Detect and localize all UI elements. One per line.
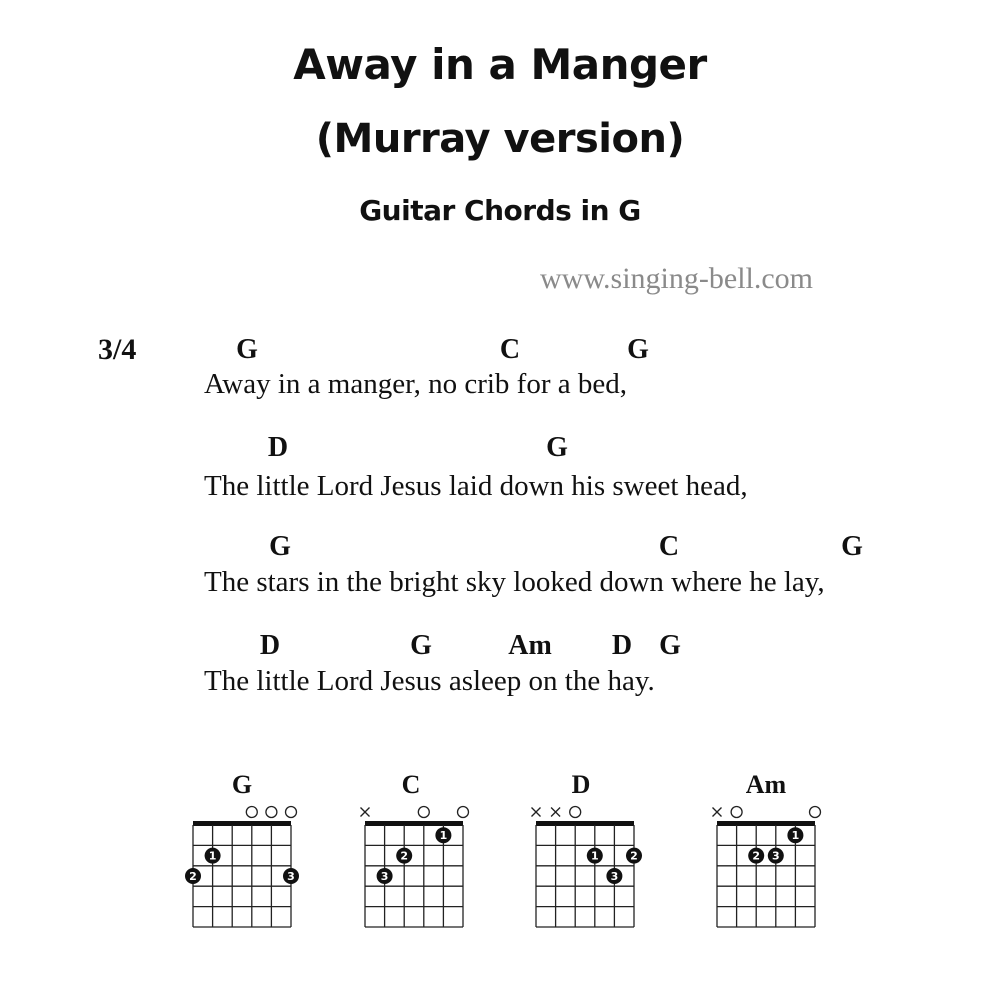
finger-dot <box>205 848 221 864</box>
chord-symbol: G <box>627 334 649 365</box>
finger-dot <box>185 868 201 884</box>
finger-number: 2 <box>400 849 409 863</box>
finger-number: 3 <box>771 849 780 863</box>
chord-diagram-d <box>523 770 673 970</box>
song-version: (Murray version) <box>315 116 685 162</box>
chord-diagram-name: D <box>571 770 591 799</box>
finger-number: 1 <box>590 849 599 863</box>
finger-dot <box>748 848 764 864</box>
open-string-marker <box>458 807 469 818</box>
finger-number: 1 <box>439 829 448 843</box>
fretboard-grid <box>523 770 673 970</box>
finger-dot <box>396 848 412 864</box>
nut <box>193 821 291 826</box>
finger-dot <box>377 868 393 884</box>
open-string-marker <box>810 807 821 818</box>
chord-symbol: G <box>659 630 681 661</box>
finger-number: 2 <box>752 849 761 863</box>
chord-symbol: G <box>546 432 568 463</box>
chord-diagram-name: G <box>231 770 253 799</box>
website-link[interactable]: www.singing-bell.com <box>540 262 814 295</box>
finger-number: 1 <box>208 849 217 863</box>
finger-number: 2 <box>189 870 197 883</box>
nut <box>717 821 815 826</box>
muted-string-marker <box>551 808 560 817</box>
muted-string-marker <box>361 808 370 817</box>
finger-number: 3 <box>287 870 295 883</box>
open-string-marker <box>570 807 581 818</box>
open-string-marker <box>266 807 277 818</box>
lyric-line-4: The little Lord Jesus asleep on the hay. <box>204 665 655 697</box>
chord-symbol: G <box>841 531 863 562</box>
chord-symbol: G <box>410 630 432 661</box>
nut <box>365 821 463 826</box>
chord-line-4 <box>0 630 1000 670</box>
chord-symbol: D <box>259 630 281 661</box>
chord-symbol: G <box>236 334 258 365</box>
song-title: Away in a Manger <box>293 40 707 89</box>
muted-string-marker <box>713 808 722 817</box>
chord-symbol: C <box>499 334 521 365</box>
chord-symbol: G <box>269 531 291 562</box>
finger-dot <box>435 827 451 843</box>
open-string-marker <box>286 807 297 818</box>
chord-diagram-c <box>352 770 502 970</box>
finger-number: 3 <box>610 870 619 883</box>
finger-dot <box>283 868 299 884</box>
time-signature: 3/4 <box>98 333 137 366</box>
chord-symbol: Am <box>508 630 552 661</box>
finger-dot <box>587 848 603 864</box>
finger-dot <box>787 827 803 843</box>
finger-dot <box>626 848 642 864</box>
chord-symbol: D <box>267 432 289 463</box>
chord-symbol: C <box>658 531 680 562</box>
lyric-line-3: The stars in the bright sky looked down where he lay, <box>204 566 825 598</box>
fretboard-grid <box>704 770 854 970</box>
open-string-marker <box>246 807 257 818</box>
chord-diagram-am <box>704 770 854 970</box>
chord-symbol: D <box>611 630 633 661</box>
lyric-line-2: The little Lord Jesus laid down his sweet head, <box>204 470 748 502</box>
finger-number: 3 <box>380 870 389 883</box>
open-string-marker <box>731 807 742 818</box>
fretboard-grid <box>180 770 330 970</box>
finger-number: 1 <box>791 829 800 843</box>
finger-dot <box>768 848 784 864</box>
chord-diagram-g <box>180 770 330 970</box>
chord-diagram-name: C <box>401 770 421 799</box>
finger-number: 2 <box>630 849 638 863</box>
finger-dot <box>606 868 622 884</box>
chord-diagram-name: Am <box>745 770 787 799</box>
muted-string-marker <box>532 808 541 817</box>
lyric-line-1: Away in a manger, no crib for a bed, <box>204 368 627 400</box>
song-subtitle: Guitar Chords in G <box>359 194 641 227</box>
open-string-marker <box>418 807 429 818</box>
nut <box>536 821 634 826</box>
fretboard-grid <box>352 770 502 970</box>
chord-line-2 <box>0 432 1000 472</box>
chord-line-3 <box>0 531 1000 571</box>
